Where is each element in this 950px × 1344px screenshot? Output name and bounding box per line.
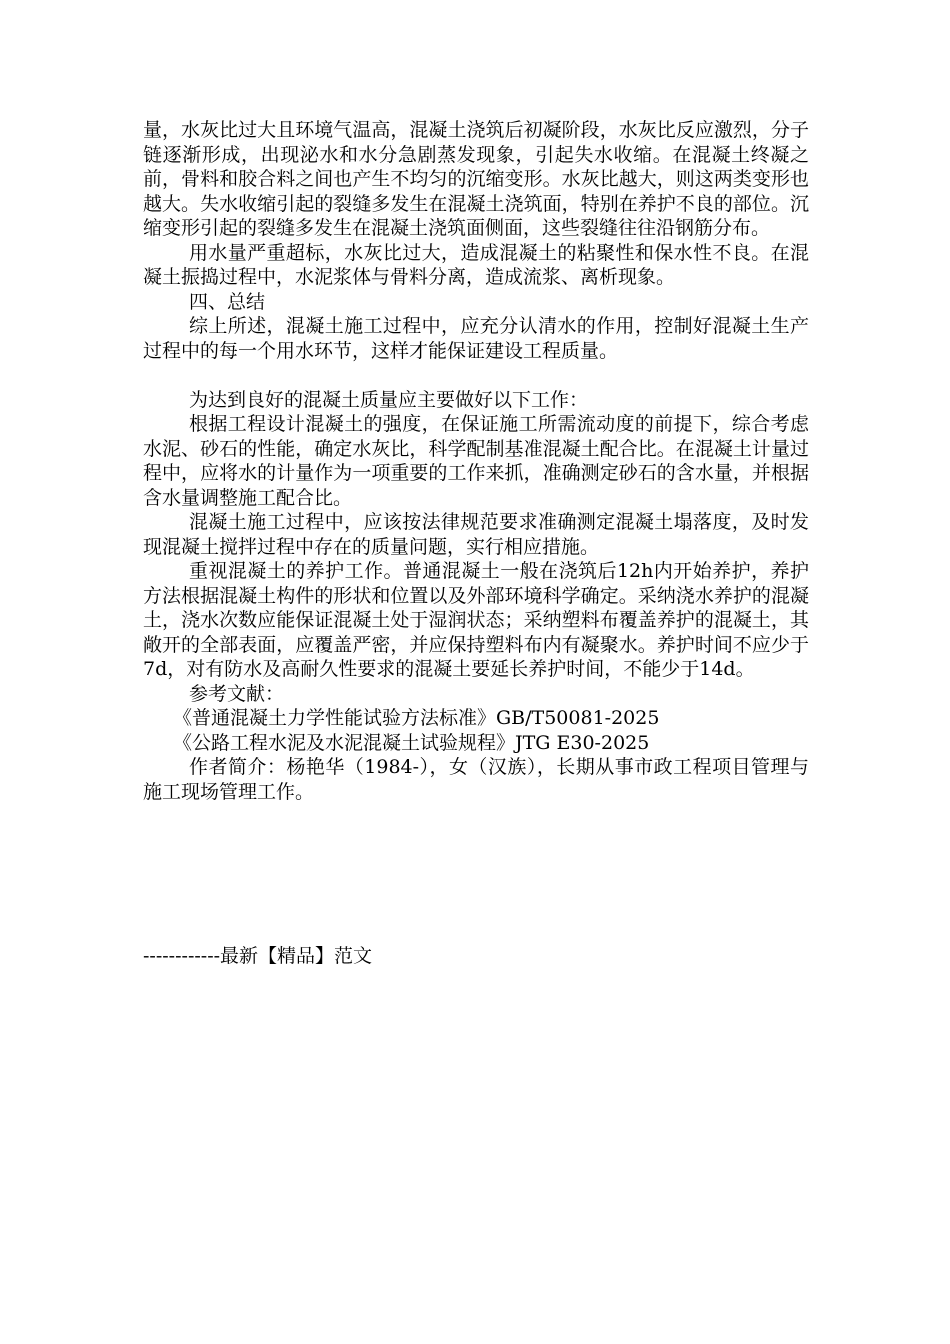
- references-title: 参考文献：: [189, 682, 285, 705]
- reference-item-2: 《公路工程水泥及水泥混凝土试验规程》JTG E30-2025: [173, 731, 650, 754]
- reference-item-1: 《普通混凝土力学性能试验方法标准》GB/T50081-2025: [173, 707, 660, 729]
- paragraph-mix-design: 根据工程设计混凝土的强度，在保证施工所需流动度的前提下，综合考虑水泥、砂石的性能，确定水灰比，科学配制基准混凝土配合比。在混凝土计量过程中，应将水的计量作为一项重要的工作来抓，准确测定砂石的含水量，并根据含水量调整施工配合比。: [143, 413, 809, 509]
- author-bio: 作者简介：杨艳华（1984-），女（汉族），长期从事市政工程项目管理与施工现场管理工作。: [143, 756, 809, 803]
- paragraph-water-cement-ratio: 量，水灰比过大且环境气温高，混凝土浇筑后初凝阶段，水灰比反应激烈，分子链逐渐形成，出现泌水和水分急剧蒸发现象，引起失水收缩。在混凝土终凝之前，骨料和胶合料之间也产生不均匀的沉缩变形。水灰比越大，则这两类变形也越大。失水收缩引起的裂缝多发生在混凝土浇筑面，特别在养护不良的部位。沉缩变形引起的裂缝多发生在混凝土浇筑面侧面，这些裂缝往往沿钢筋分布。: [143, 119, 809, 239]
- paragraph-slump-test: 混凝土施工过程中，应该按法律规范要求准确测定混凝土塌落度，及时发现混凝土搅拌过程中存在的质量问题，实行相应措施。: [143, 511, 809, 558]
- paragraph-curing: 重视混凝土的养护工作。普通混凝土一般在浇筑后12h内开始养护，养护方法根据混凝土构件的形状和位置以及外部环境科学确定。采纳浇水养护的混凝土，浇水次数应能保证混凝土处于湿润状态；采纳塑料布覆盖养护的混凝土，其敞开的全部表面，应覆盖严密，并应保持塑料布内有凝聚水。养护时间不应少于7d，对有防水及高耐久性要求的混凝土要延长养护时间，不能少于14d。: [143, 560, 809, 680]
- document-body: [143, 118, 809, 804]
- blank-line: [143, 363, 809, 388]
- paragraph-excess-water: 用水量严重超标，水灰比过大，造成混凝土的粘聚性和保水性不良。在混凝土振捣过程中，水泥浆体与骨料分离，造成流浆、离析现象。: [143, 241, 809, 288]
- footer-label: ------------最新【精品】范文: [143, 945, 373, 967]
- paragraph-summary: 综上所述，混凝土施工过程中，应充分认清水的作用，控制好混凝土生产过程中的每一个用水环节，这样才能保证建设工程质量。: [143, 315, 809, 362]
- paragraph-work-intro: 为达到良好的混凝土质量应主要做好以下工作：: [189, 388, 589, 411]
- section-heading-summary: 四、总结: [189, 290, 266, 313]
